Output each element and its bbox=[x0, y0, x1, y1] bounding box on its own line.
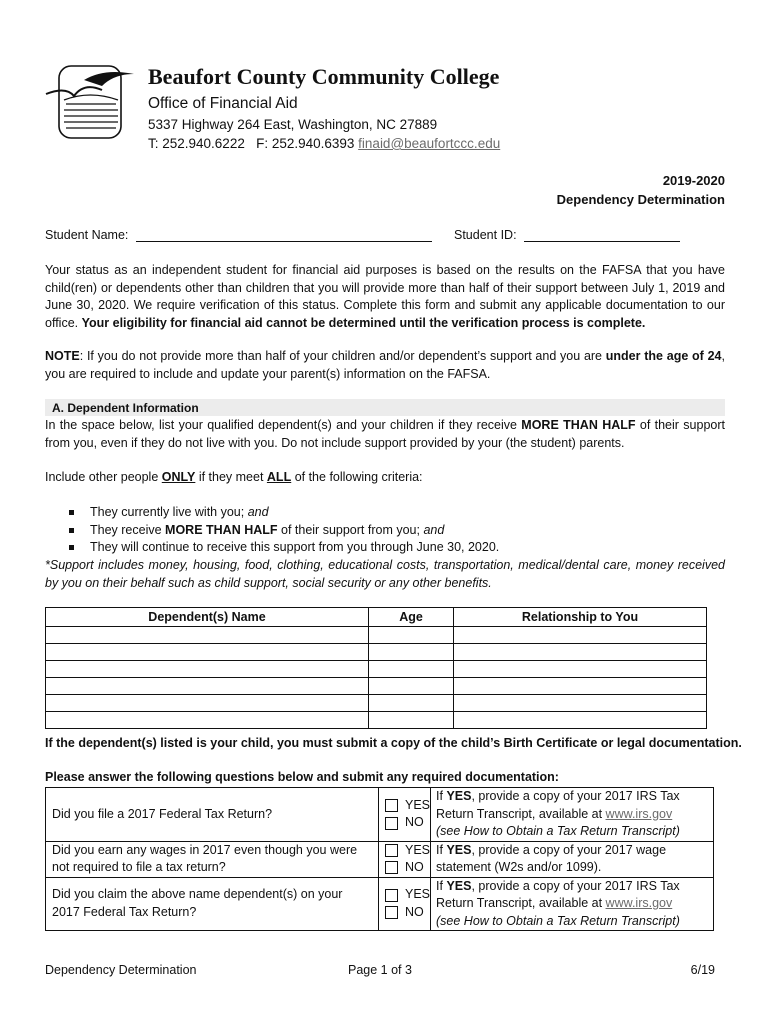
intro-text: Your status as an independent student for financial aid purposes is based on the results on the FAFSA that you have child(ren) or dependents other than children that you will provide more than half of their support between July 1, 2019 and June 30, 2020. We require verification of this status. Complete this form and submit any applicable documentation to our office. bbox=[45, 263, 725, 330]
note-text-end: , you are required to include and update your parent(s) information on the FAFSA. bbox=[45, 349, 725, 381]
no-checkbox[interactable] bbox=[385, 817, 398, 830]
age-cell[interactable] bbox=[369, 712, 454, 729]
question-text: Did you claim the above name dependent(s) on your 2017 Federal Tax Return? bbox=[46, 877, 379, 931]
table-row bbox=[46, 712, 707, 729]
award-year: 2019-2020 bbox=[662, 173, 725, 188]
instruction-cell: If YES, provide a copy of your 2017 IRS Tax Return Transcript, available at www.irs.gov (see How to Obtain a Tax Return Transcript) bbox=[431, 788, 714, 842]
age-cell[interactable] bbox=[369, 678, 454, 695]
yes-no-cell bbox=[379, 877, 431, 931]
dependent-name-cell[interactable] bbox=[46, 712, 369, 729]
dependents-header-row bbox=[46, 608, 707, 627]
question-row bbox=[46, 788, 714, 842]
question-row bbox=[46, 841, 714, 877]
college-address: 5337 Highway 264 East, Washington, NC 27889 bbox=[148, 117, 438, 132]
yes-checkbox[interactable] bbox=[385, 889, 398, 902]
dependent-name-cell[interactable] bbox=[46, 627, 369, 644]
section-a-paragraph bbox=[45, 417, 725, 452]
no-checkbox[interactable] bbox=[385, 906, 398, 919]
no-option[interactable]: NO bbox=[379, 859, 430, 877]
dependents-table bbox=[45, 607, 707, 729]
student-name-label: Student Name: bbox=[45, 228, 129, 242]
intro-bold: Your eligibility for financial aid cannot be determined until the verification process is complete. bbox=[81, 315, 646, 330]
no-checkbox[interactable] bbox=[385, 861, 398, 874]
student-name-row bbox=[45, 228, 432, 242]
note-bold: under the age of 24 bbox=[605, 349, 722, 363]
college-logo-icon bbox=[44, 60, 136, 146]
transcript-hint: (see How to Obtain a Tax Return Transcript) bbox=[436, 913, 680, 928]
criteria-text: if they meet bbox=[195, 470, 267, 484]
student-id-label: Student ID: bbox=[454, 228, 517, 242]
yes-option[interactable]: YES bbox=[379, 886, 430, 904]
table-row bbox=[46, 661, 707, 678]
footer-page-number: Page 1 of 3 bbox=[348, 963, 412, 977]
note-text: : If you do not provide more than half of your children and/or dependent’s support and you are bbox=[79, 349, 606, 363]
dependent-name-cell[interactable] bbox=[46, 695, 369, 712]
criteria-only: ONLY bbox=[161, 470, 196, 484]
age-cell[interactable] bbox=[369, 627, 454, 644]
intro-paragraph bbox=[45, 262, 725, 332]
yes-checkbox[interactable] bbox=[385, 844, 398, 857]
yes-option[interactable]: YES bbox=[379, 842, 430, 860]
criteria-text: of the following criteria: bbox=[291, 470, 423, 484]
age-cell[interactable] bbox=[369, 695, 454, 712]
question-text: Did you file a 2017 Federal Tax Return? bbox=[46, 788, 379, 842]
note-label: NOTE bbox=[45, 349, 80, 363]
instruction-cell: If YES, provide a copy of your 2017 IRS Tax Return Transcript, available at www.irs.gov (see How to Obtain a Tax Return Transcript) bbox=[431, 877, 714, 931]
section-a-heading: A. Dependent Information bbox=[52, 401, 199, 415]
phone-fax: T: 252.940.6222 F: 252.940.6393 bbox=[148, 136, 359, 151]
criteria-all: ALL bbox=[266, 470, 292, 484]
dependent-name-cell[interactable] bbox=[46, 661, 369, 678]
relationship-cell[interactable] bbox=[454, 678, 707, 695]
yes-checkbox[interactable] bbox=[385, 799, 398, 812]
no-option[interactable]: NO bbox=[379, 814, 430, 832]
question-text: Did you earn any wages in 2017 even though you were not required to file a tax return? bbox=[46, 841, 379, 877]
questions-heading: Please answer the following questions below and submit any required documentation: bbox=[45, 770, 559, 784]
footer-revision-date: 6/19 bbox=[690, 963, 715, 977]
section-a-text-end: of their support from you, even if they do not live with you. Do not include support provided by your (the student) parents. bbox=[45, 418, 725, 450]
table-row bbox=[46, 695, 707, 712]
relationship-cell[interactable] bbox=[454, 695, 707, 712]
student-name-field[interactable] bbox=[136, 229, 432, 242]
col-age: Age bbox=[369, 608, 454, 627]
transcript-hint: (see How to Obtain a Tax Return Transcript) bbox=[436, 824, 680, 838]
age-cell[interactable] bbox=[369, 644, 454, 661]
col-dependent-name: Dependent(s) Name bbox=[46, 608, 369, 627]
support-note: *Support includes money, housing, food, clothing, educational costs, transportation, medical/dental care, money received by you on their behalf such as child support, social security or any other benefits. bbox=[45, 558, 725, 590]
questions-table bbox=[45, 787, 714, 931]
col-relationship: Relationship to You bbox=[454, 608, 707, 627]
section-a-bold: MORE THAN HALF bbox=[521, 418, 636, 432]
yes-no-cell bbox=[379, 788, 431, 842]
relationship-cell[interactable] bbox=[454, 661, 707, 678]
irs-link[interactable]: www.irs.gov bbox=[605, 806, 673, 821]
age-cell[interactable] bbox=[369, 661, 454, 678]
criteria-item: They will continue to receive this support from you through June 30, 2020. bbox=[45, 539, 499, 557]
criteria-text: Include other people bbox=[45, 470, 162, 484]
birth-certificate-notice: If the dependent(s) listed is your child, you must submit a copy of the child’s Birth Certificate or legal documentation. bbox=[45, 736, 742, 750]
college-name: Beaufort County Community College bbox=[148, 64, 500, 89]
table-row bbox=[46, 627, 707, 644]
criteria-list bbox=[45, 504, 499, 557]
footer-form-name: Dependency Determination bbox=[45, 963, 197, 977]
office-name: Office of Financial Aid bbox=[148, 95, 298, 112]
irs-link[interactable]: www.irs.gov bbox=[605, 896, 673, 910]
no-option[interactable]: NO bbox=[379, 904, 430, 922]
email-link[interactable]: finaid@beaufortccc.edu bbox=[358, 136, 501, 151]
instruction-cell: If YES, provide a copy of your 2017 wage statement (W2s and/or 1099). bbox=[431, 841, 714, 877]
table-row bbox=[46, 678, 707, 695]
student-id-field[interactable] bbox=[524, 229, 680, 242]
criteria-item: They currently live with you; and bbox=[45, 504, 499, 522]
question-row bbox=[46, 877, 714, 931]
yes-option[interactable]: YES bbox=[379, 797, 430, 815]
relationship-cell[interactable] bbox=[454, 644, 707, 661]
contact-line bbox=[148, 136, 500, 151]
dependent-name-cell[interactable] bbox=[46, 644, 369, 661]
yes-no-cell bbox=[379, 841, 431, 877]
form-title: Dependency Determination bbox=[556, 192, 725, 207]
section-a-text: In the space below, list your qualified dependent(s) and your children if they receive bbox=[45, 418, 522, 432]
note-paragraph bbox=[45, 348, 725, 383]
table-row bbox=[46, 644, 707, 661]
student-id-row bbox=[454, 228, 680, 242]
criteria-lead bbox=[45, 469, 725, 487]
relationship-cell[interactable] bbox=[454, 712, 707, 729]
relationship-cell[interactable] bbox=[454, 627, 707, 644]
dependent-name-cell[interactable] bbox=[46, 678, 369, 695]
criteria-item: They receive MORE THAN HALF of their support from you; and bbox=[45, 522, 499, 540]
